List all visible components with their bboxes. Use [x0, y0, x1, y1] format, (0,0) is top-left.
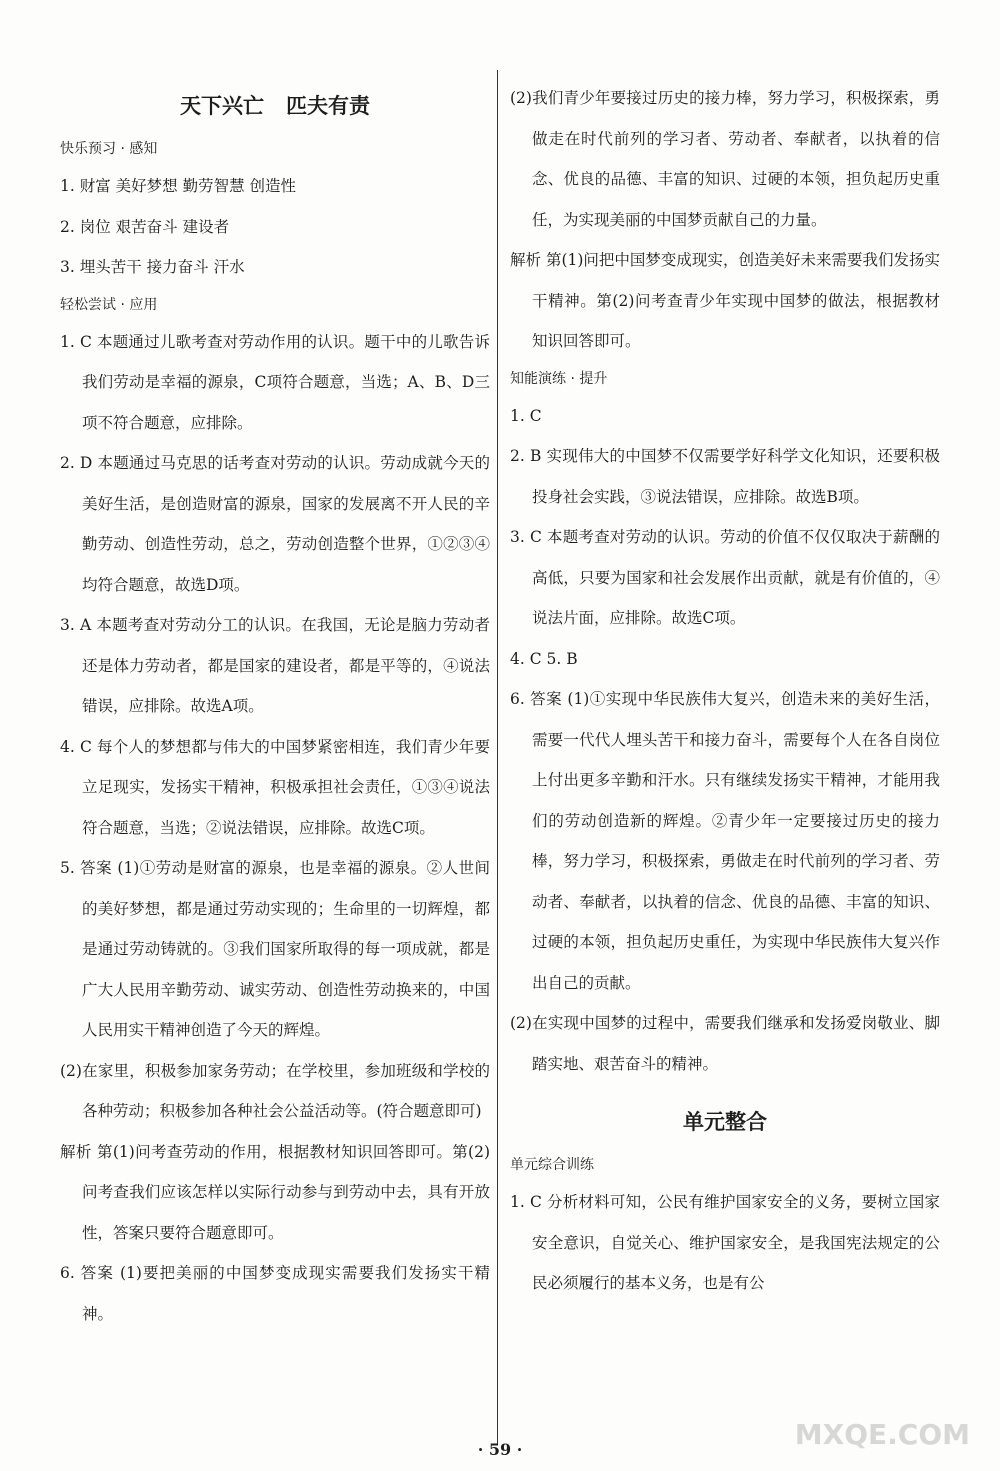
answer-item: 2. D 本题通过马克思的话考查对劳动的认识。劳动成就今天的美好生活，是创造财富的源泉，国家的发展离不开人民的辛勤劳动、创造性劳动，总之，劳动创造整个世界，①②③④均符合题意，故选D项。 [60, 454, 490, 594]
answer-item: 4. C 每个人的梦想都与伟大的中国梦紧密相连，我们青少年要立足现实，发扬实干精神，积极承担社会责任，①③④说法符合题意，当选；②说法错误，应排除。故选C项。 [60, 737, 490, 837]
answer-item: 6. 答案 (1)要把美丽的中国梦变成现实需要我们发扬实干精神。 [60, 1264, 490, 1323]
answer-item: 1. 财富 美好梦想 勤劳智慧 创造性 [60, 177, 296, 195]
page-number: · 59 · [477, 1440, 523, 1459]
sub-heading: 轻松尝试 · 应用 [60, 296, 158, 313]
answer-item: 1. C [510, 406, 542, 425]
column-divider [497, 70, 498, 1445]
answer-item: 3. C 本题考查对劳动的认识。劳动的价值不仅仅取决于薪酬的高低，只要为国家和社会发展作出贡献，就是有价值的，④说法片面，应排除。故选C项。 [510, 528, 940, 627]
left-column [60, 78, 490, 1334]
answer-item: 1. C 本题通过儿歌考查对劳动作用的认识。题干中的儿歌告诉我们劳动是幸福的源泉，C项符合题意，当选；A、B、D三项不符合题意，应排除。 [60, 332, 490, 432]
answer-item: 3. 埋头苦干 接力奋斗 汗水 [60, 258, 245, 276]
sub-heading: 单元综合训练 [510, 1157, 594, 1173]
answer-paragraph: (2)在家里，积极参加家务劳动；在学校里，参加班级和学校的各种劳动；积极参加各种社会公益活动等。(符合题意即可) [60, 1061, 490, 1120]
analysis: 解析 第(1)问把中国梦变成现实，创造美好未来需要我们发扬实干精神。第(2)问考查青少年实现中国梦的做法，根据教材知识回答即可。 [510, 251, 940, 350]
watermark: MXQE.COM [794, 1418, 970, 1451]
answer-item: 5. 答案 (1)①劳动是财富的源泉，也是幸福的源泉。②人世间的美好梦想，都是通过劳动实现的；生命里的一切辉煌，都是通过劳动铸就的。③我们国家所取得的每一项成就，都是广大人民用辛勤劳动、诚实劳动、创造性劳动换来的，中国人民用实干精神创造了今天的辉煌。 [60, 859, 490, 1039]
answer-item: 1. C 分析材料可知，公民有维护国家安全的义务，要树立国家安全意识，自觉关心、维护国家安全，是我国宪法规定的公民必须履行的基本义务，也是有公 [510, 1193, 940, 1292]
analysis: 解析 第(1)问考查劳动的作用，根据教材知识回答即可。第(2)问考查我们应该怎样以实际行动参与到劳动中去，具有开放性，答案只要符合题意即可。 [60, 1142, 490, 1242]
answer-item: 2. 岗位 艰苦奋斗 建设者 [60, 217, 230, 236]
answer-paragraph: (2)我们青少年要接过历史的接力棒，努力学习，积极探索，勇做走在时代前列的学习者、劳动者、奉献者，以执着的信念、优良的品德、丰富的知识、过硬的本领，担负起历史重任，为实现美丽的中国梦贡献自己的力量。 [510, 89, 940, 229]
section-title: 单元整合 [683, 1110, 767, 1134]
answer-item: 6. 答案 (1)①实现中华民族伟大复兴，创造未来的美好生活，需要一代代人埋头苦干和接力奋斗，需要每个人在各自岗位上付出更多辛勤和汗水。只有继续发扬实干精神，才能用我们的劳动创造新的辉煌。②青少年一定要接过历史的接力棒，努力学习，积极探索，勇做走在时代前列的学习者、劳动者、奉献者，以执着的信念、优良的品德、丰富的知识、过硬的本领，担负起历史重任，为实现中华民族伟大复兴作出自己的贡献。 [510, 690, 940, 992]
answer-item: 3. A 本题考查对劳动分工的认识。在我国，无论是脑力劳动者还是体力劳动者，都是国家的建设者，都是平等的，④说法错误，应排除。故选A项。 [60, 616, 490, 715]
answer-item: 2. B 实现伟大的中国梦不仅需要学好科学文化知识，还要积极投身社会实践，③说法错误，应排除。故选B项。 [510, 447, 940, 506]
sub-heading: 快乐预习 · 感知 [60, 141, 158, 157]
right-column [510, 78, 940, 1304]
answer-paragraph: (2)在实现中国梦的过程中，需要我们继承和发扬爱岗敬业、脚踏实地、艰苦奋斗的精神。 [510, 1014, 940, 1073]
answer-item: 4. C 5. B [510, 649, 578, 668]
sub-heading: 知能演练 · 提升 [510, 370, 608, 387]
section-title: 天下兴亡 匹夫有责 [180, 94, 370, 118]
